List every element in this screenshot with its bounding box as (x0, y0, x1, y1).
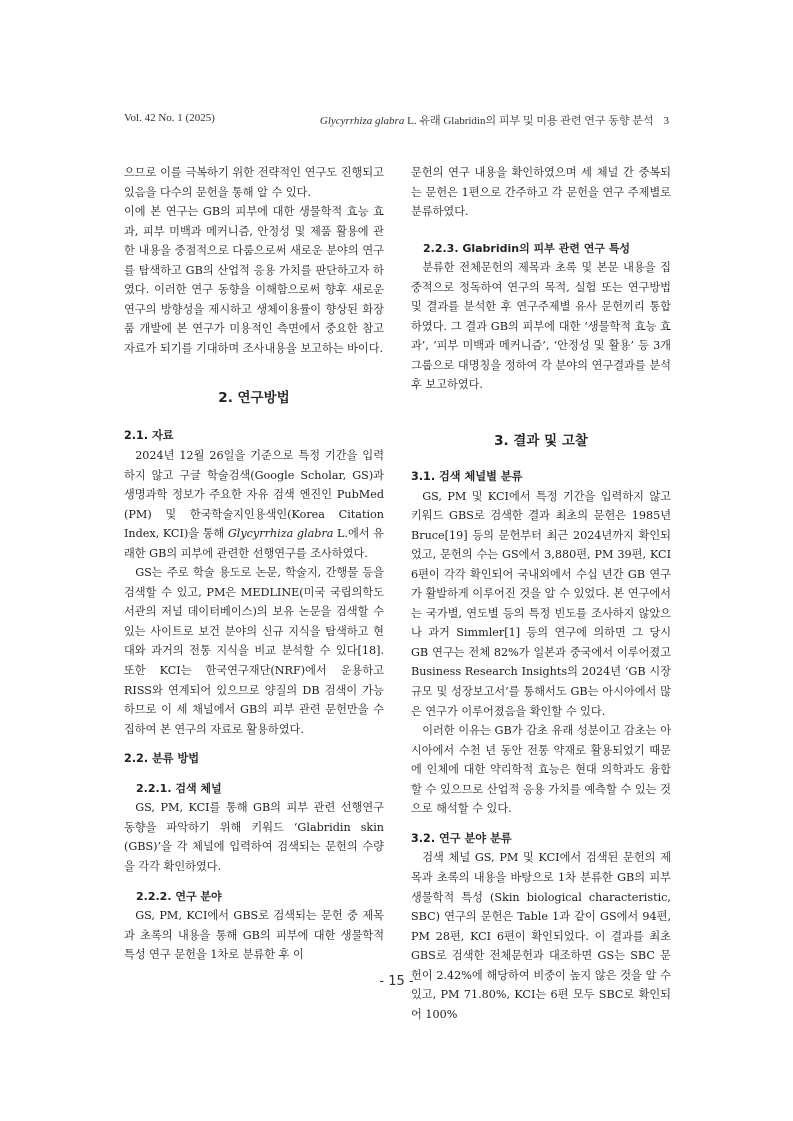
section-3-1-paragraph-2: 이러한 이유는 GB가 감초 유래 성분이고 감초는 아시아에서 수천 년 동안 전통 약재로 활용되었기 때문에 인체에 대한 약리학적 효능은 현대 의학과도 융합할 수 있으므로 산업적 응용 가치를 예측할 수 있는 것으로 해석할 수 있다. (411, 724, 671, 816)
s21-p1-species: Glycyrrhiza glabra (227, 527, 334, 541)
section-2-2-3-paragraph: 분류한 전체문헌의 제목과 초록 및 본문 내용을 집중적으로 정독하여 연구의 목적, 실험 또는 연구방법 및 결과를 분석한 후 연구주제별 유사 문헌끼리 통합하였다. 그 결과 GB의 피부에 대한 ‘생물학적 효능 효과’, ‘피부 미백과 메커니즘’, ‘안정성 및 활용’ 등 3개 그룹으로 대명칭을 정하여 각 분야의 연구결과를 분석 후 보고하였다. (411, 261, 671, 392)
section-3-2-paragraph: 검색 체널 GS, PM 및 KCI에서 검색된 문헌의 제목과 초록의 내용을 바탕으로 1차 분류한 GB의 피부 생물학적 특성 (Skin biological characteristic, SBC) 연구의 문헌은 Table 1과 같이 GS에서 94편, PM 28편, KCI 6편이 확인되었다. 이 결과를 최초 GBS로 검색한 전체문헌과 대조하면 GS는 SBC 문헌이 2.42%에 해당하여 비중이 높지 않은 것을 알 수 있고, PM 71.80%, KCI는 6편 모두 SBC로 확인되어 100% (411, 851, 671, 1021)
section-3-2-heading: 3.2. 연구 분야 분류 (411, 831, 512, 845)
section-2-heading: 2. 연구방법 (218, 390, 290, 407)
section-2-2-3-heading: 2.2.3. Glabridin의 피부 관련 연구 특성 (423, 241, 631, 255)
section-2-1-heading: 2.1. 자료 (124, 429, 174, 443)
section-2-2-1-heading: 2.2.1. 검색 체널 (136, 781, 222, 795)
running-title (320, 112, 669, 128)
header-page-number: 3 (663, 115, 669, 127)
continuation-paragraph: 문헌의 연구 내용을 확인하였으며 세 체널 간 중복되는 문헌은 1편으로 간주하고 각 문헌을 연구 주제별로 분류하였다. (411, 166, 671, 219)
running-title-text: L. 유래 Glabridin의 피부 및 미용 관련 연구 동향 분석 (404, 115, 654, 127)
section-3-1-heading: 3.1. 검색 체널별 분류 (411, 470, 523, 484)
section-2-1-paragraph-2: GS는 주로 학술 용도로 논문, 학술지, 간행물 등을 검색할 수 있고, PM은 MEDLINE(미국 국립의학도서관의 저널 데이터베이스)의 보유 논문을 검색할 수 있는 사이트로 보건 분야의 신규 지식을 탐색하고 현대와 과거의 전통 지식을 비교 분석할 수 있다[18]. 또한 KCI는 한국연구재단(NRF)에서 운용하고 RISS와 연계되어 있으므로 양질의 DB 검색이 가능하므로 이 세 채널에서 GB의 피부 관련 문헌만을 수집하여 본 연구의 자료로 활용하였다. (124, 566, 384, 736)
section-2-2-2-paragraph: GS, PM, KCI에서 GBS로 검색되는 문헌 중 제목과 초록의 내용을 통해 GB의 피부에 대한 생물학적 특성 연구 문헌을 1차로 분류한 후 이 (124, 909, 384, 962)
section-2-2-2-heading: 2.2.2. 연구 분야 (136, 889, 222, 903)
intro-paragraph-2: 이에 본 연구는 GB의 피부에 대한 생물학적 효능 효과, 피부 미백과 메커니즘, 안정성 및 제품 활용에 관한 내용을 중점적으로 다룸으로써 새로운 분야의 연구를 탐색하고 GB의 산업적 응용 가치를 판단하고자 하였다. 이러한 연구 동향을 이해함으로써 향후 새로운 연구의 방향성을 제시하고 생체이용률이 향상된 화장품 개발에 본 연구가 미용적인 측면에서 중요한 참고 자료가 되기를 기대하며 조사내용을 보고하는 바이다. (124, 205, 384, 355)
page-footer-number: - 15 - (379, 974, 414, 989)
section-3-heading: 3. 결과 및 고찰 (494, 433, 588, 450)
section-3-1-paragraph-1: GS, PM 및 KCI에서 특정 기간을 입력하지 않고 키워드 GBS로 검색한 결과 최초의 문헌은 1985년 Bruce[19] 등의 문헌부터 최근 2024년까지 확인되었고, 문헌의 수는 GS에서 3,880편, PM 39편, KCI 6편이 각각 확인되어 국내외에서 수십 년간 GB 연구가 활발하게 이루어진 것을 알 수 있었다. 본 연구에서는 국가별, 연도별 등의 특정 빈도를 조사하지 않았으나 과거 Simmler[1] 등의 연구에 의하면 그 당시 GB 연구는 전체 82%가 일본과 중국에서 이루어졌고 Business Research Insights의 2024년 ‘GB 시장 규모 및 성장보고서’를 통해서도 GB는 아시아에서 많은 연구가 이루어졌음을 확인할 수 있다. (411, 489, 671, 718)
s21-p1-text-b: L.에서 유래한 GB의 피부에 관련한 선행연구를 조사하였다. (124, 527, 384, 560)
section-2-1-paragraph-1 (124, 446, 384, 563)
intro-paragraph-1: 으므로 이를 극복하기 위한 전략적인 연구도 진행되고 있음을 다수의 문헌을 통해 알 수 있다. (124, 166, 384, 199)
left-column (124, 163, 384, 965)
journal-volume: Vol. 42 No. 1 (2025) (124, 112, 215, 124)
section-2-2-1-paragraph: GS, PM, KCI를 통해 GB의 피부 관련 선행연구 동향을 파악하기 위해 키워드 ‘Glabridin skin (GBS)’을 각 체널에 입력하여 검색되는 문헌의 수량을 각각 확인하였다. (124, 801, 384, 873)
s21-p1-text-a: 2024년 12월 26일을 기준으로 특정 기간을 입력하지 않고 구글 학술검색(Google Scholar, GS)과 생명과학 정보가 주요한 자유 검색 엔진인 PubMed (PM) 및 한국학술지인용색인(Korea Citation Index, KCI)을 통해 (124, 449, 384, 541)
section-2-2-heading: 2.2. 분류 방법 (124, 752, 200, 766)
running-title-species: Glycyrrhiza glabra (319, 115, 405, 127)
right-column (411, 163, 671, 1024)
